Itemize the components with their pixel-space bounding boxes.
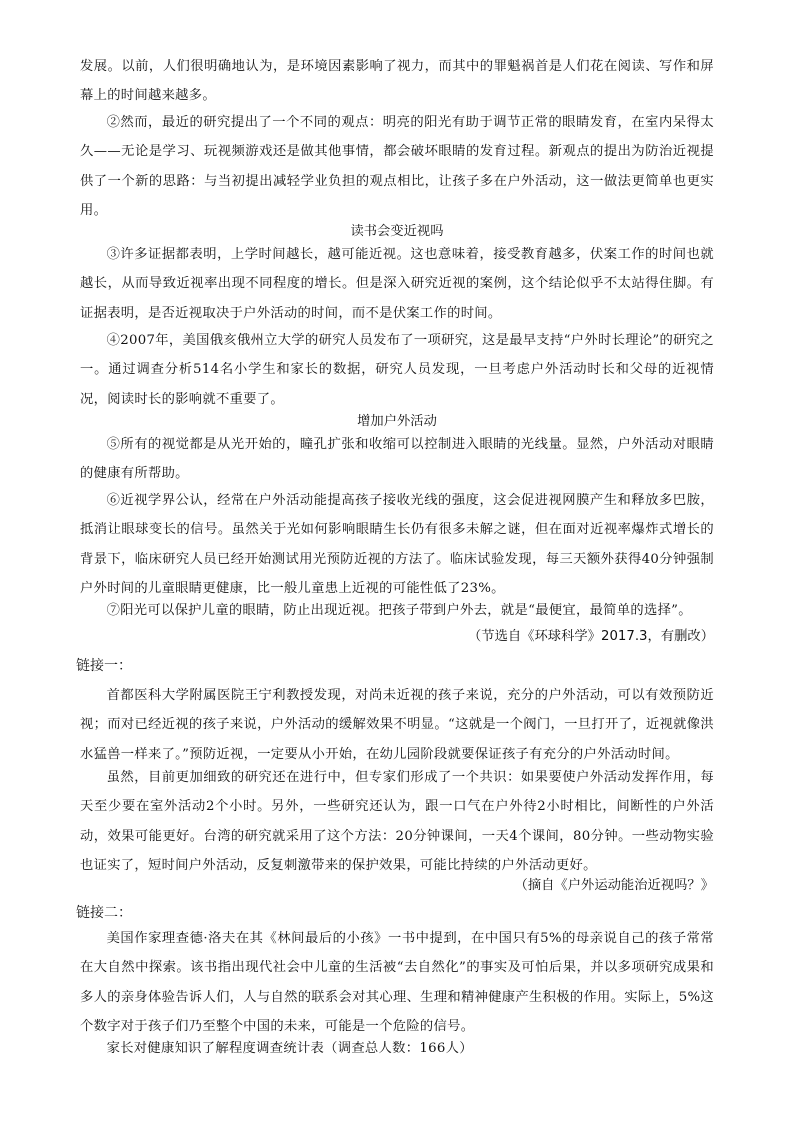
paragraph-7: ⑦阳光可以保护儿童的眼睛，防止出现近视。把孩子带到户外去，就是“最便宜，最简单的选择”。: [106, 603, 692, 618]
paragraph-2: ②然而，最近的研究提出了一个不同的观点：明亮的阳光有助于调节正常的眼睛发育，在室内呆得太久——无论是学习、玩视频游戏还是做其他事情，都会破坏眼睛的发育过程。新观点的提出为防治近视提供了一个新的思路：与当初提出减轻学业负担的观点相比，让孩子多在户外活动，这一做法更简单也更实用。: [80, 115, 714, 218]
section-heading-reading: 读书会变近视吗: [350, 224, 444, 239]
paragraph-4: ④2007年，美国俄亥俄州立大学的研究人员发布了一项研究，这是最早支持“户外时长理论”的研究之一。通过调查分析514名小学生和家长的数据，研究人员发现，一旦考虑户外活动时长和父母的近视情况，阅读时长的影响就不重要了。: [80, 333, 714, 407]
link-one-source: （摘自《户外运动能治近视吗？》: [514, 878, 714, 893]
paragraph-6: ⑥近视学界公认，经常在户外活动能提高孩子接收光线的强度，这会促进视网膜产生和释放多巴胺，抵消让眼球变长的信号。虽然关于光如何影响眼睛生长仍有很多未解之谜，但在面对近视率爆炸式增长的背景下，临床研究人员已经开始测试用光预防近视的方法了。临床试验发现，每三天额外获得40分钟强制户外时间的儿童眼睛更健康，比一般儿童患上近视的可能性低了23%。: [80, 493, 714, 596]
link-two-paragraph-1: 美国作家理查德·洛夫在其《林间最后的小孩》一书中提到，在中国只有5%的母亲说自己的孩子常常在大自然中探索。该书指出现代社会中儿童的生活被“去自然化”的事实及可怕后果，并以多项研究成果和多人的亲身体验告诉人们，人与自然的联系会对其心理、生理和精神健康产生积极的作用。实际上，5%这个数字对于孩子们乃至整个中国的未来，可能是一个危险的信号。: [80, 931, 714, 1034]
paragraph-3: ③许多证据都表明，上学时间越长，越可能近视。这也意味着，接受教育越多，伏案工作的时间也就越长，从而导致近视率出现不同程度的增长。但是深入研究近视的案例，这个结论似乎不太站得住脚。有证据表明，是否近视取决于户外活动的时间，而不是伏案工作的时间。: [80, 247, 714, 321]
article-source: （节选自《环球科学》2017.3，有删改）: [468, 629, 714, 644]
link-one-label: 链接一：: [76, 658, 132, 674]
paragraph-5: ⑤所有的视觉都是从光开始的，瞳孔扩张和收缩可以控制进入眼睛的光线量。显然，户外活动对眼睛的健康有所帮助。: [80, 437, 714, 482]
link-one-paragraph-2: 虽然，目前更加细致的研究还在进行中，但专家们形成了一个共识：如果要使户外活动发挥作用，每天至少要在室外活动2个小时。另外，一些研究还认为，跟一口气在户外待2小时相比，间断性的户外活动，效果可能更好。台湾的研究就采用了这个方法：20分钟课间，一天4个课间，80分钟。一些动物实验也证实了，短时间户外活动，反复刺激带来的保护效果，可能比持续的户外活动更好。: [80, 770, 714, 873]
survey-table-caption: 家长对健康知识了解程度调查统计表（调查总人数：166人）: [106, 1041, 473, 1056]
section-heading-outdoor: 增加户外活动: [357, 414, 437, 429]
link-one-paragraph-1: 首都医科大学附属医院王宁利教授发现，对尚未近视的孩子来说，充分的户外活动，可以有效预防近视；而对已经近视的孩子来说，户外活动的缓解效果不明显。“这就是一个阀门，一旦打开了，近视就像洪水猛兽一样来了。”预防近视，一定要从小开始，在幼儿园阶段就要保证孩子有充分的户外活动时间。: [80, 688, 714, 762]
link-two-label: 链接二：: [76, 905, 132, 921]
paragraph-continuation: 发展。以前，人们很明确地认为，是环境因素影响了视力，而其中的罪魁祸首是人们花在阅读、写作和屏幕上的时间越来越多。: [80, 59, 714, 104]
